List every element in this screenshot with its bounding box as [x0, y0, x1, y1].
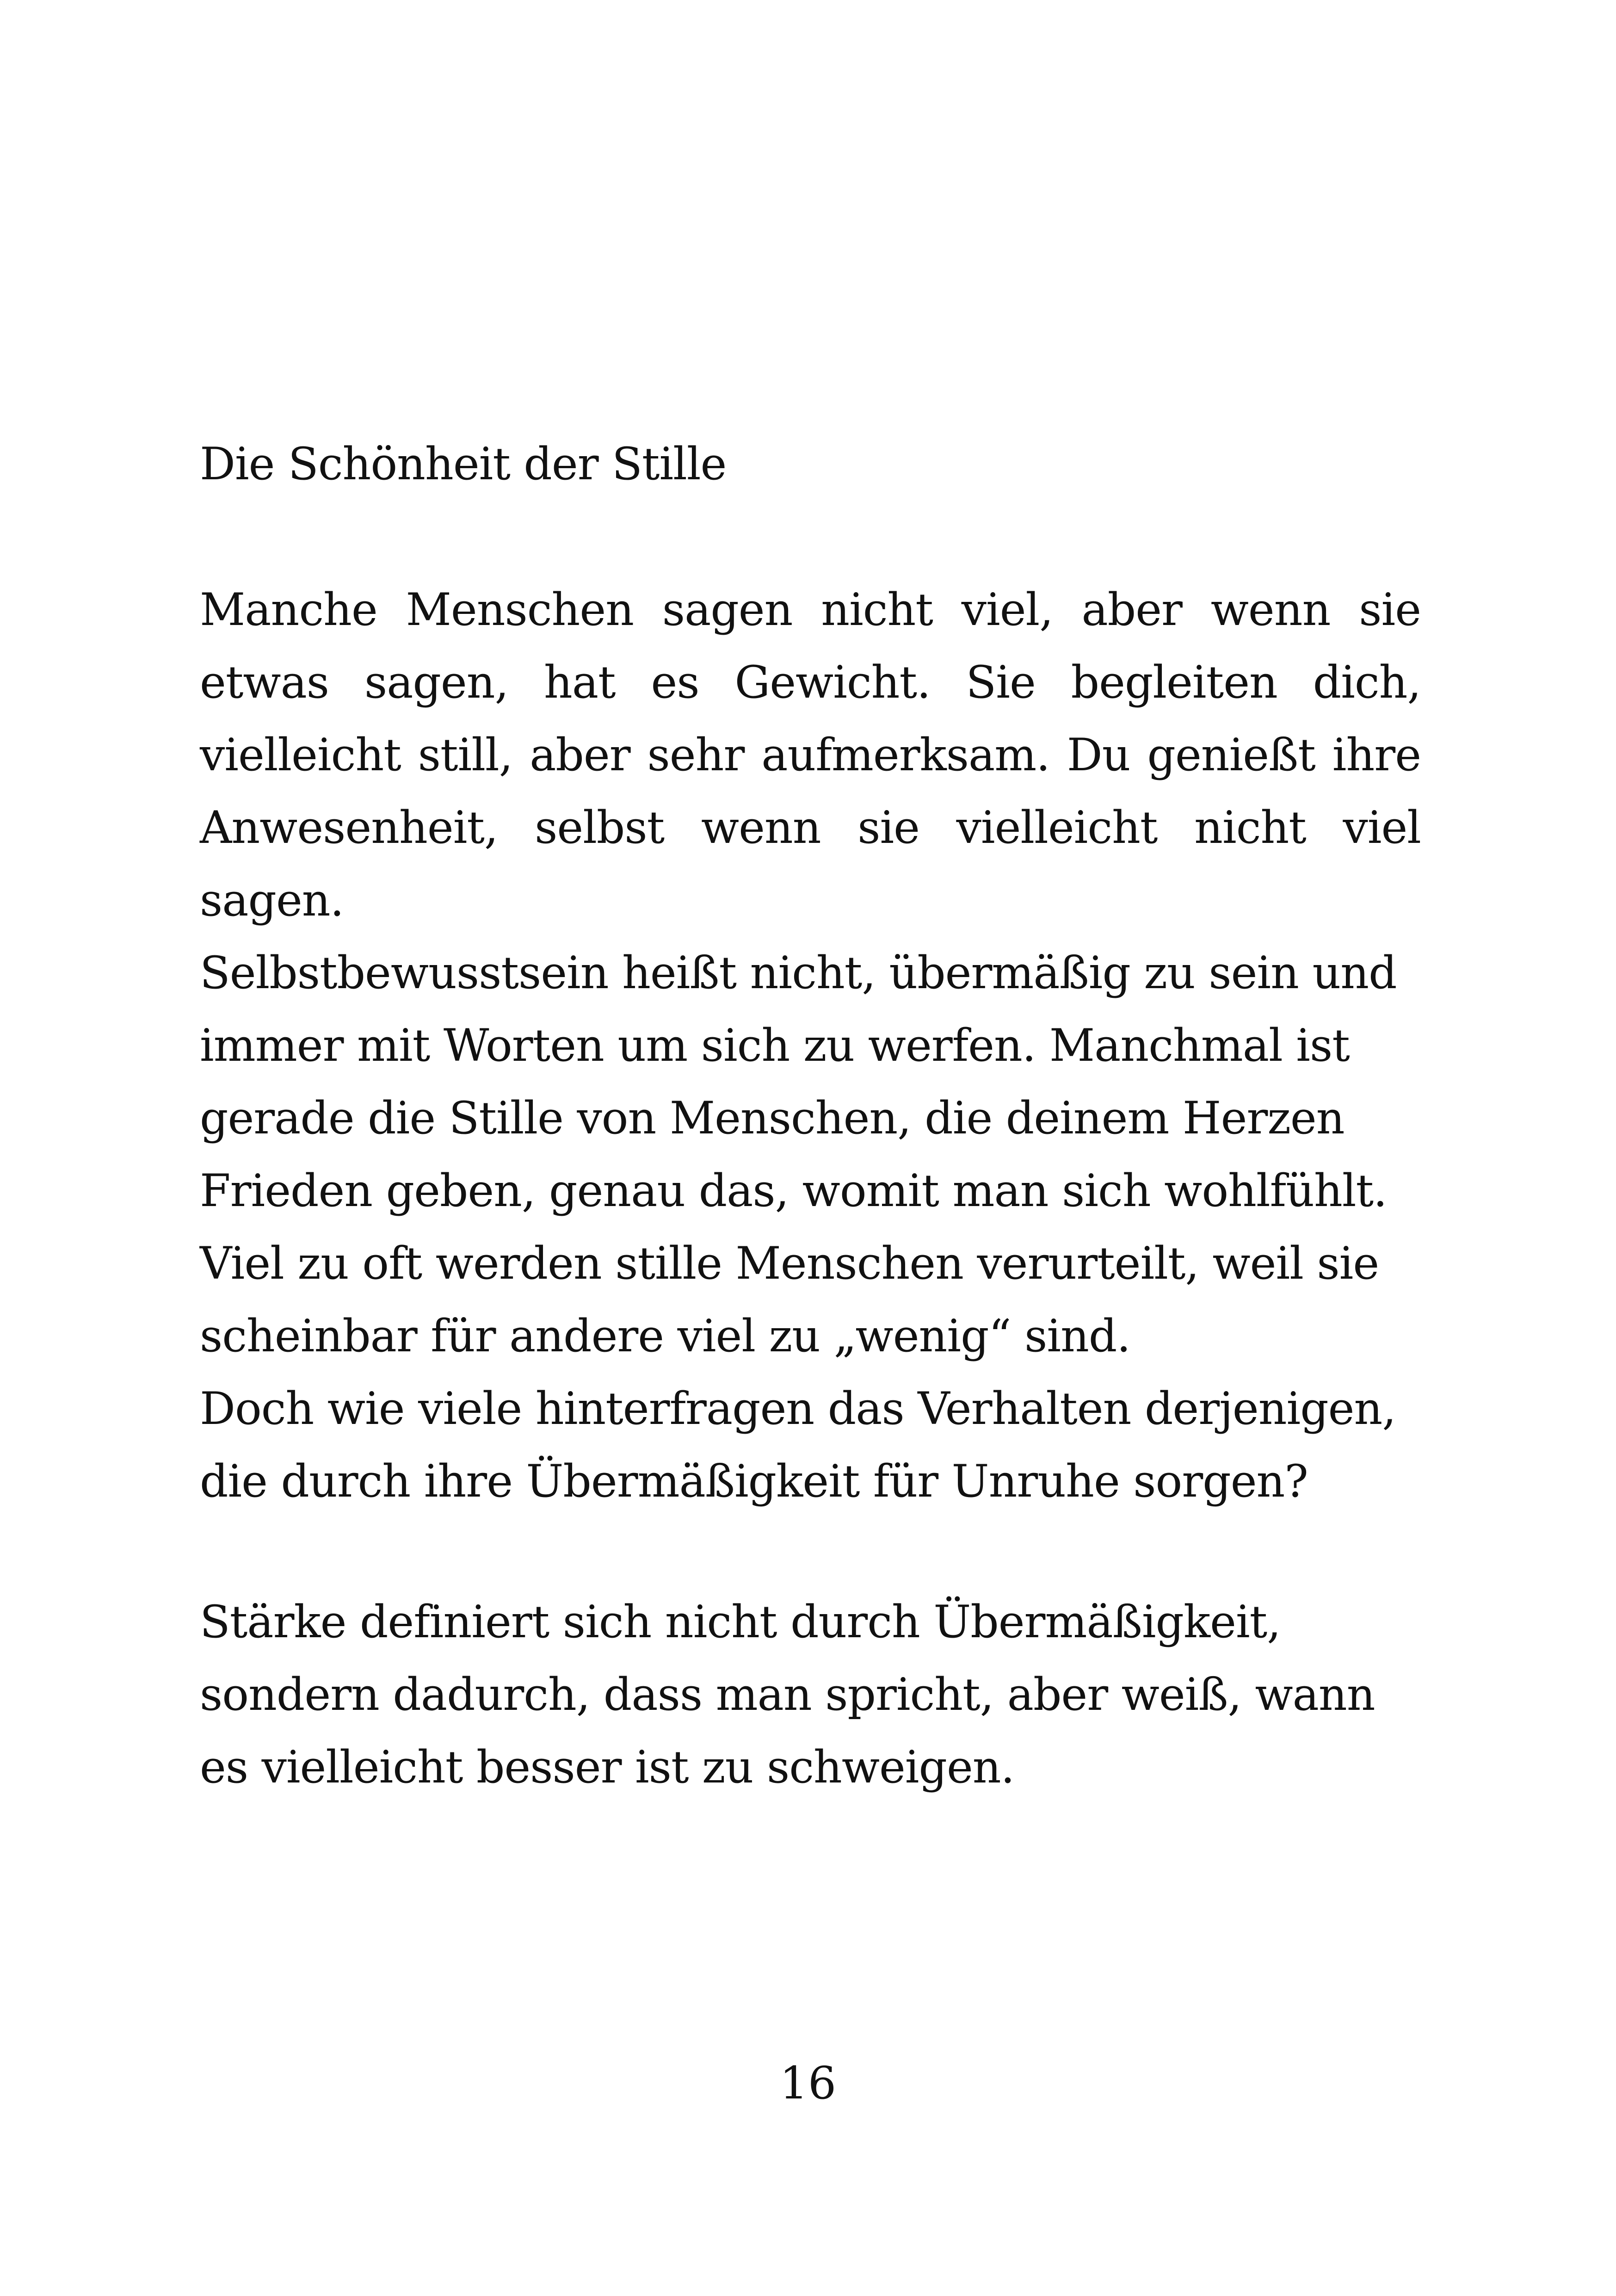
text-line: Doch wie viele hinterfragen das Verhalten derjenigen,	[200, 1383, 1396, 1435]
paragraph-2	[200, 1586, 1421, 1804]
text-line: Selbstbewusstsein heißt nicht, übermäßig zu sein und	[200, 947, 1397, 999]
text-line: Viel zu oft werden stille Menschen verurteilt, weil sie	[200, 1238, 1379, 1289]
text-line: Stärke definiert sich nicht durch Übermäßigkeit,	[200, 1596, 1281, 1648]
paragraph-1	[200, 574, 1421, 1518]
text-line: sondern dadurch, dass man spricht, aber weiß, wann	[200, 1669, 1375, 1720]
text-line: es vielleicht besser ist zu schweigen.	[200, 1741, 1015, 1793]
text-line: etwas sagen, hat es Gewicht. Sie begleiten dich,	[200, 656, 1421, 708]
page-title: Die Schönheit der Stille	[200, 438, 727, 490]
text-line: Frieden geben, genau das, womit man sich wohlfühlt.	[200, 1165, 1387, 1217]
text-line: immer mit Worten um sich zu werfen. Manchmal ist	[200, 1020, 1350, 1071]
text-line: Anwesenheit, selbst wenn sie vielleicht nicht viel	[200, 802, 1421, 854]
text-line: sagen.	[200, 874, 344, 926]
text-line: gerade die Stille von Menschen, die deinem Herzen	[200, 1092, 1345, 1144]
text-line: Manche Menschen sagen nicht viel, aber wenn sie	[200, 584, 1421, 636]
text-line: vielleicht still, aber sehr aufmerksam. Du genießt ihre	[200, 729, 1421, 781]
page-number: 16	[779, 2057, 837, 2109]
text-line: scheinbar für andere viel zu „wenig“ sind.	[200, 1310, 1130, 1362]
text-line: die durch ihre Übermäßigkeit für Unruhe sorgen?	[200, 1455, 1308, 1507]
